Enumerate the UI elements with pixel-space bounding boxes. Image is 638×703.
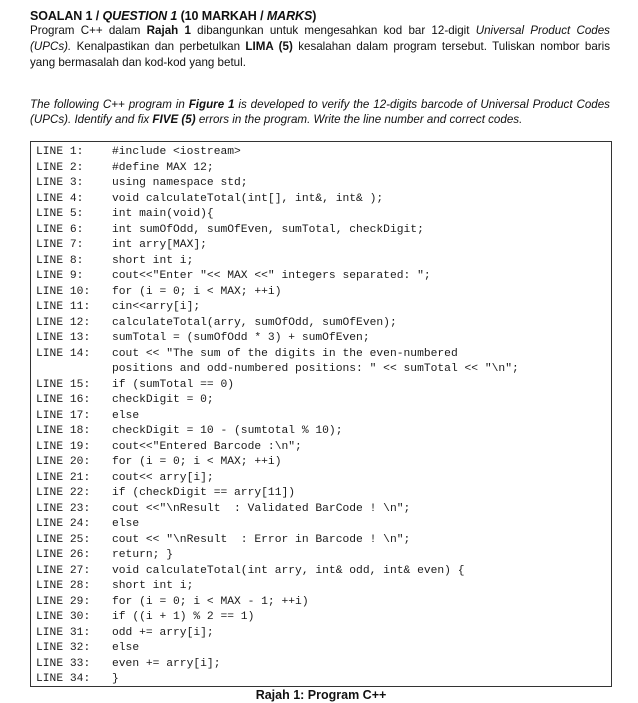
code-text: else [112, 409, 140, 422]
code-text: for (i = 0; i < MAX; ++i) [112, 285, 282, 298]
code-line [36, 285, 281, 300]
code-line [36, 657, 220, 672]
line-number: LINE 30: [36, 611, 91, 623]
line-number: LINE 4: [36, 192, 84, 205]
heading-malay: SOALAN 1 / [30, 9, 103, 23]
question-heading [30, 9, 316, 23]
line-number: LINE 23: [36, 502, 91, 515]
code-text: odd += arry[i]; [112, 626, 214, 639]
code-text: for (i = 0; i < MAX; ++i) [112, 456, 282, 468]
code-line [36, 176, 248, 191]
code-text: short int i; [112, 580, 194, 592]
code-line [36, 455, 281, 470]
malay-text-4: kesalahan dalam program tersebut. Tuliskan nombor baris yang bermasalah dan kod-kod yang betul. [30, 40, 610, 69]
line-number: LINE 2: [36, 161, 84, 174]
code-line [36, 424, 343, 439]
code-line [36, 378, 234, 393]
line-number: LINE 16: [36, 394, 91, 406]
code-line [36, 595, 309, 610]
code-line [36, 440, 302, 455]
code-line [36, 269, 431, 284]
code-text: if (sumTotal == 0) [112, 378, 235, 391]
malay-text-1: Program C++ dalam [30, 24, 147, 37]
heading-marks-english: MARKS [266, 9, 313, 23]
line-number: LINE 12: [36, 316, 91, 329]
code-text: int sumOfOdd, sumOfEven, sumTotal, checkDigit; [112, 223, 424, 236]
code-text: using namespace std; [112, 177, 248, 189]
line-number: LINE 15: [36, 378, 91, 391]
line-number: LINE 34: [36, 673, 91, 685]
line-number: LINE 1: [36, 146, 84, 158]
code-text: even += arry[i]; [112, 657, 221, 670]
line-number: LINE 31: [36, 626, 91, 639]
code-text: else [112, 518, 140, 530]
line-number: LINE 5: [36, 208, 84, 220]
english-figure-ref: Figure 1 [188, 98, 235, 111]
code-text: calculateTotal(arry, sumOfOdd, sumOfEven); [112, 316, 397, 329]
code-line [36, 223, 424, 238]
code-line [36, 347, 458, 362]
code-text: if ((i + 1) % 2 == 1) [112, 611, 255, 623]
code-text: for (i = 0; i < MAX - 1; ++i) [112, 595, 309, 608]
code-text: #define MAX 12; [112, 161, 214, 174]
code-text: else [112, 642, 140, 654]
code-line [36, 207, 214, 222]
line-number: LINE 24: [36, 518, 91, 530]
line-number: LINE 26: [36, 549, 91, 561]
line-number: LINE 25: [36, 533, 91, 546]
code-line [36, 517, 139, 532]
code-line [36, 393, 214, 408]
line-number: LINE 10: [36, 285, 91, 298]
line-number: LINE 21: [36, 471, 91, 484]
code-line [36, 486, 295, 501]
figure-caption: Rajah 1: Program C++ [255, 688, 387, 702]
line-number: LINE 17: [36, 409, 91, 422]
code-line [36, 548, 173, 563]
code-text: short int i; [112, 254, 194, 267]
code-line [36, 533, 410, 548]
code-line [36, 300, 200, 315]
code-text: sumTotal = (sumOfOdd * 3) + sumOfEven; [112, 332, 370, 344]
code-line [36, 161, 214, 176]
code-text: return; } [112, 549, 174, 561]
line-number: LINE 19: [36, 440, 91, 453]
code-text: cout << "The sum of the digits in the even-numbered [112, 347, 458, 360]
heading-english: QUESTION 1 [102, 9, 178, 23]
line-number: LINE 27: [36, 564, 91, 577]
line-number: LINE 9: [36, 270, 84, 282]
line-number: LINE 11: [36, 301, 91, 313]
code-text: positions and odd-numbered positions: " << sumTotal << "\n"; [112, 363, 519, 375]
line-number: LINE 6: [36, 223, 84, 236]
code-text: cin<<arry[i]; [112, 301, 201, 313]
line-number: LINE 20: [36, 456, 91, 468]
code-text: if (checkDigit == arry[11]) [112, 487, 296, 499]
heading-marks: (10 MARKAH / [177, 9, 267, 23]
line-number: LINE 7: [36, 239, 84, 251]
code-line [36, 641, 139, 656]
line-number: LINE 8: [36, 254, 84, 267]
line-number: LINE 32: [36, 642, 91, 654]
code-text: cout <<"\nResult : Validated BarCode ! \n"; [112, 502, 411, 515]
line-number: LINE 22: [36, 487, 91, 499]
code-line [36, 238, 207, 253]
line-number: LINE 3: [36, 177, 84, 189]
malay-error-count: LIMA (5) [245, 40, 293, 53]
code-text: cout<< arry[i]; [112, 471, 214, 484]
heading-close: ) [312, 9, 317, 23]
code-listing [30, 141, 612, 687]
code-text: checkDigit = 10 - (sumtotal % 10); [112, 425, 343, 437]
code-line [36, 192, 383, 207]
code-text: int main(void){ [112, 208, 214, 220]
code-text: } [112, 673, 119, 685]
code-line [36, 471, 214, 486]
code-text: int arry[MAX]; [112, 239, 207, 251]
code-line [36, 502, 410, 517]
code-line [36, 672, 119, 687]
code-text: cout<<"Entered Barcode :\n"; [112, 440, 302, 453]
code-line [36, 626, 214, 641]
malay-upc-term: Universal Product Codes (UPCs). [30, 24, 610, 53]
instruction-english [30, 97, 610, 127]
code-line [36, 579, 193, 594]
line-number: LINE 28: [36, 580, 91, 592]
line-number: LINE 14: [36, 347, 91, 360]
code-text: void calculateTotal(int arry, int& odd, int& even) { [112, 564, 465, 577]
code-text: #include <iostream> [112, 146, 241, 158]
line-number: LINE 33: [36, 657, 91, 670]
code-text: void calculateTotal(int[], int&, int& ); [112, 192, 384, 205]
english-text-3: errors in the program. Write the line number and correct codes. [195, 113, 523, 126]
code-text: cout << "\nResult : Error in Barcode ! \n"; [112, 533, 411, 546]
code-text: checkDigit = 0; [112, 394, 214, 406]
instruction-malay [30, 23, 610, 71]
malay-figure-ref: Rajah 1 [146, 24, 191, 37]
malay-text-3: Kenalpastikan dan perbetulkan [71, 40, 246, 53]
code-line [36, 316, 397, 331]
code-line [36, 331, 370, 346]
code-line [36, 254, 193, 269]
code-line [36, 564, 465, 579]
line-number: LINE 13: [36, 332, 91, 344]
code-line [36, 362, 519, 377]
code-line [36, 610, 254, 625]
code-text: cout<<"Enter "<< MAX <<" integers separated: "; [112, 270, 431, 282]
english-text-2: is developed to verify the 12-digits barcode of Universal Product Codes (UPCs). Identify and fix [30, 98, 610, 126]
english-error-count: FIVE (5) [152, 113, 196, 126]
code-line [36, 145, 241, 160]
line-number: LINE 18: [36, 425, 91, 437]
english-text-1: The following C++ program in [30, 98, 189, 111]
code-line [36, 409, 139, 424]
line-number: LINE 29: [36, 595, 91, 608]
malay-text-2: dibangunkan untuk mengesahkan kod bar 12-digit [190, 24, 476, 37]
